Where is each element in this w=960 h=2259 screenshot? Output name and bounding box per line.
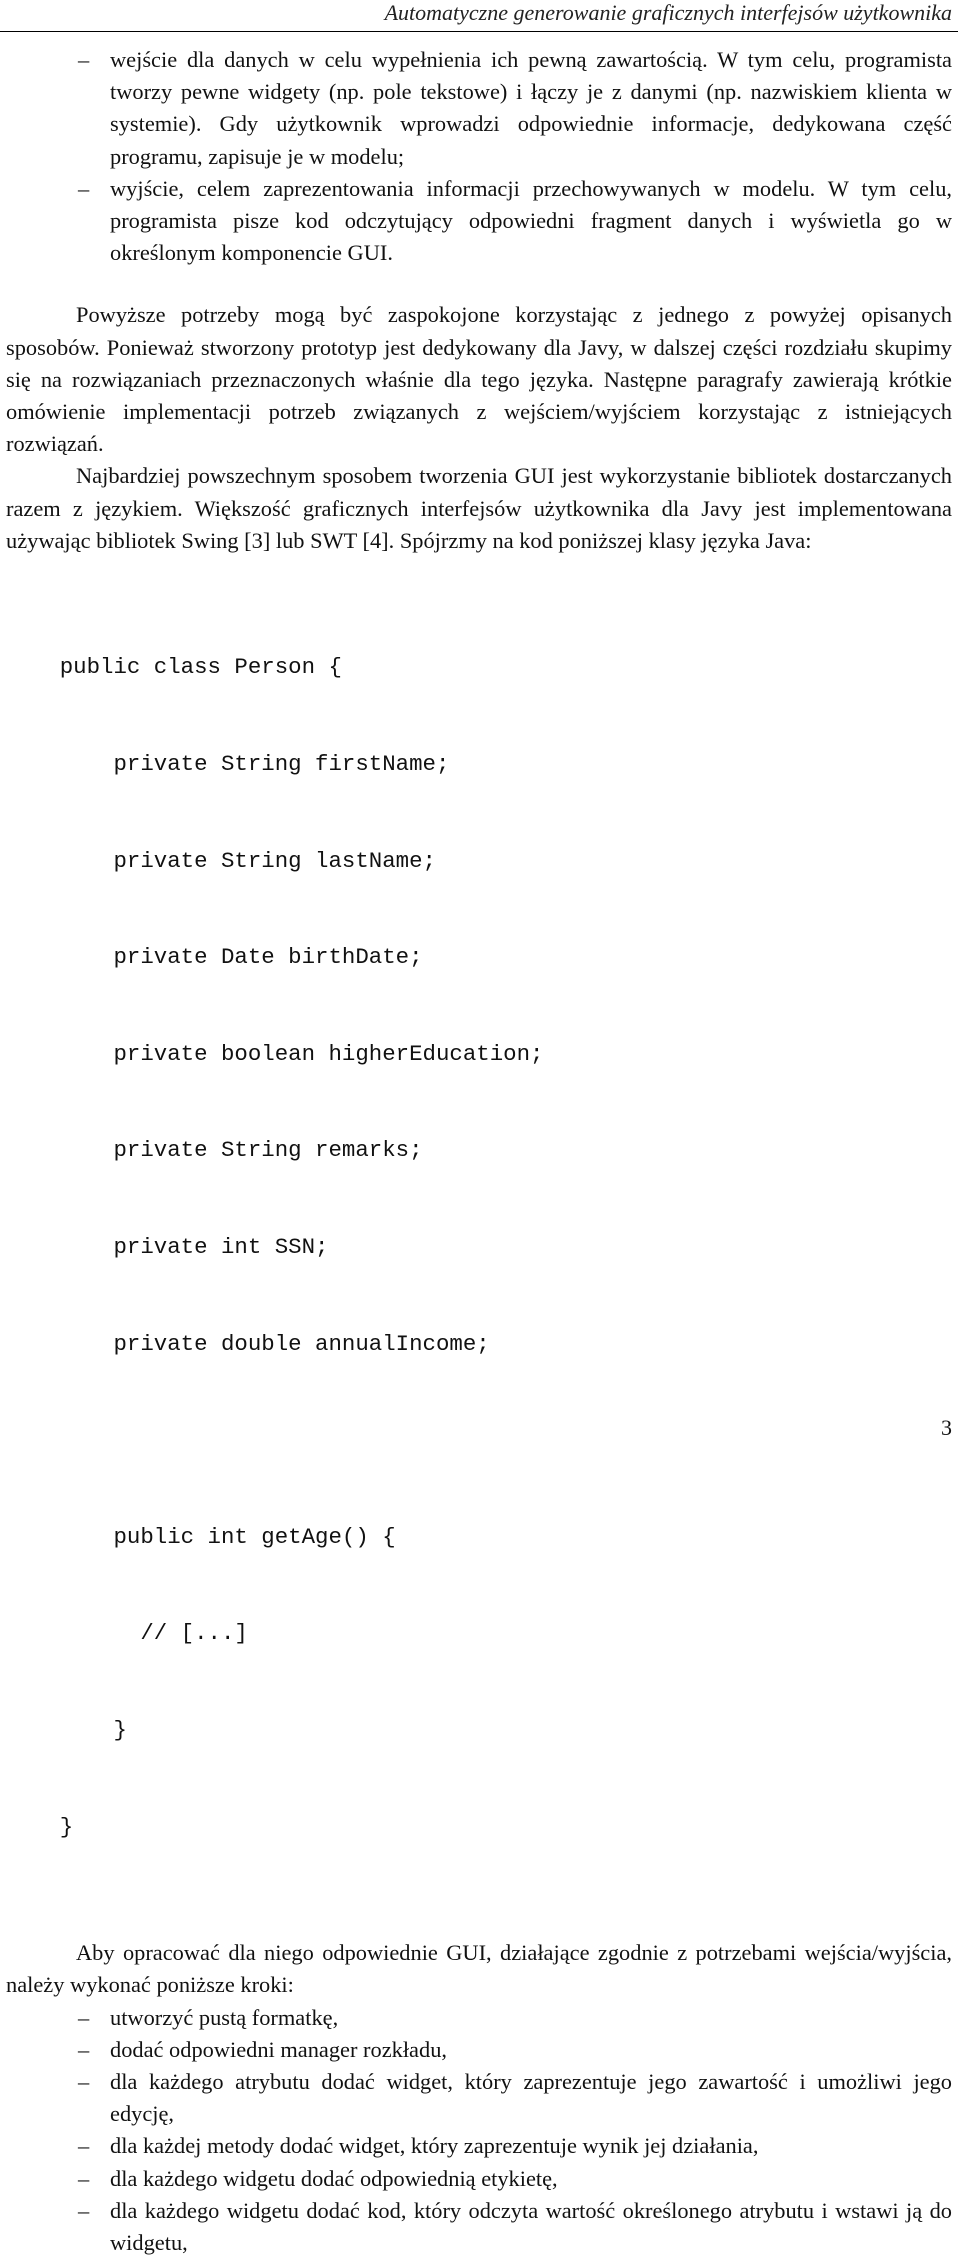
dash-bullet: – [78,2197,90,2223]
dash-bullet: – [78,47,90,72]
code-line: public int getAge() { [6,1523,396,1550]
list-item-text: dodać odpowiedni manager rozkładu, [110,2036,447,2062]
list-item [6,2034,952,2066]
list-item [6,2163,952,2195]
dash-bullet: – [78,2165,90,2191]
page-number: 3 [941,1415,952,1440]
list-item [6,44,952,173]
list-item-text: wejście dla danych w celu wypełnienia ich pewną zawartością. W tym celu, programista tworzy pewne widgety (np. pole tekstowe) i łączy je z danymi (np. nazwiskiem klienta w systemie). Gdy użytkownik wprowadzi odpowiednie informacje, dedykowana część programu, zapisuje je w modelu; [110,47,952,169]
code-line: private boolean higherEducation; [6,1040,544,1067]
code-line: private double annualIncome; [6,1330,490,1357]
io-needs-list [6,44,952,269]
code-listing [6,587,952,1907]
dash-bullet: – [78,2036,90,2062]
code-line: private int SSN; [6,1234,329,1261]
code-line [6,1424,952,1456]
list-item-text: wyjście, celem zaprezentowania informacji przechowywanych w modelu. W tym celu, programista pisze kod odczytujący odpowiedni fragment danych i wyświetla go w określonym komponencie GUI. [110,175,952,266]
list-item [6,2130,952,2162]
code-line: } [6,1813,74,1840]
dash-bullet: – [78,2133,90,2159]
paragraph: Powyższe potrzeby mogą być zaspokojone korzystając z jednego z powyżej opisanych sposobów. Ponieważ stworzony prototyp jest dedykowany dla Javy, w dalszej części rozdziału skupimy się na rozwiązaniach przeznaczonych właśnie dla tego języka. Następne paragrafy zawierają krótkie omówienie implementacji potrzeb związanych z wejściem/wyjściem korzystając z istniejących rozwiązań. [6,302,952,457]
code-line: private String remarks; [6,1137,423,1164]
list-item-text: dla każdego atrybutu dodać widget, który zaprezentuje jego zawartość i umożliwi jego edycję, [110,2068,952,2127]
list-item-text: dla każdej metody dodać widget, który zaprezentuje wynik jej działania, [110,2133,759,2159]
list-item [6,173,952,270]
paragraph: Najbardziej powszechnym sposobem tworzenia GUI jest wykorzystanie bibliotek dostarczanych razem z językiem. Większość graficznych interfejsów użytkownika dla Javy jest implementowana używając bibliotek Swing [3] lub SWT [4]. Spójrzmy na kod poniższej klasy języka Java: [6,463,952,553]
dash-bullet: – [78,2068,90,2094]
code-line: private String lastName; [6,847,436,874]
list-item-text: utworzyć pustą formatkę, [110,2004,339,2030]
code-line: public class Person { [6,654,342,681]
list-item [6,2066,952,2130]
list-item [6,2002,952,2034]
code-line: } [6,1716,127,1743]
code-line: private Date birthDate; [6,944,423,971]
list-item-text: dla każdego widgetu dodać odpowiednią etykietę, [110,2165,558,2191]
dash-bullet: – [78,2004,90,2030]
steps-list [6,2002,952,2259]
header-rule [0,31,958,32]
dash-bullet: – [78,175,90,201]
running-header: Automatyczne generowanie graficznych interfejsów użytkownika [384,0,952,25]
body-text [6,44,952,2259]
code-line: private String firstName; [6,751,450,778]
code-line: // [...] [6,1620,248,1647]
list-item-text: dla każdego widgetu dodać kod, który odczyta wartość określonego atrybutu i wstawi ją do widgetu, [110,2197,952,2255]
paragraph: Aby opracować dla niego odpowiednie GUI, działające zgodnie z potrzebami wejścia/wyjścia, należy wykonać poniższe kroki: [6,1940,952,1998]
list-item [6,2195,952,2259]
